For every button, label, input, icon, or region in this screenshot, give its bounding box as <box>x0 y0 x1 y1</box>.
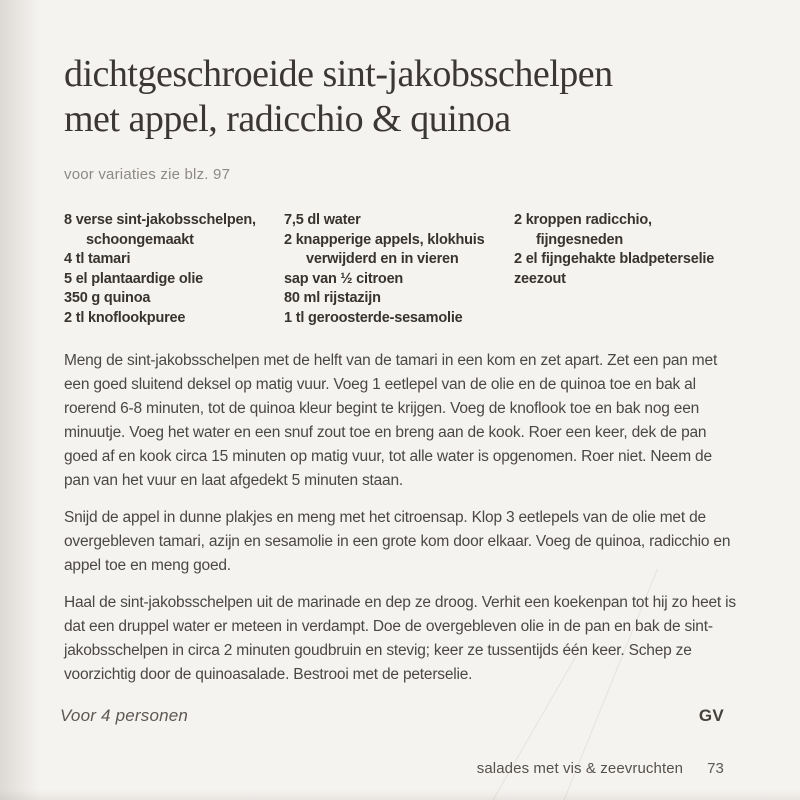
ingredient: 1 tl geroosterde-sesamolie <box>284 309 463 326</box>
ingredient: sap van ½ citroen <box>284 270 404 287</box>
serves-row <box>60 706 724 726</box>
ingredient: 8 verse sint-jakobsschelpen, schoongemaakt <box>64 212 256 248</box>
ingredient: 2 kroppen radicchio, fijngesneden <box>514 212 652 248</box>
dietary-code: GV <box>698 706 724 725</box>
recipe-title <box>64 52 754 142</box>
ingredients-column-3 <box>514 211 740 328</box>
page-footer <box>477 760 724 777</box>
ingredients-column-1 <box>64 211 264 328</box>
method-paragraph-1: Meng de sint-jakobsschelpen met de helft van de tamari in een kom en zet apart. Zet een pan met een goed sluitend deksel op matig vuur. Voeg 1 eetlepel van de olie en de quinoa toe en bak al roerend 6-8 minuten, tot de quinoa kleur begint te krijgen. Voeg de knoflook toe en bak nog een minuutje. Voeg het water en een snuf zout toe en breng aan de kook. Roer een keer, dek de pan goed af en kook circa 15 minuten op matig vuur, tot alle water is opgenomen. Roer niet. Neem de pan van het vuur en laat afgedekt 5 minuten staan. <box>64 352 718 489</box>
chapter-title: salades met vis & zeevruchten <box>476 760 684 777</box>
method-paragraph-2: Snijd de appel in dunne plakjes en meng met het citroensap. Klop 3 eetlepels van de olie met de overgebleven tamari, azijn en sesamolie in een grote kom door elkaar. Voeg de quinoa, radicchio en appel toe en meng goed. <box>64 509 731 574</box>
recipe-title-line1: dichtgeschroeide sint-jakobsschelpen <box>64 53 613 95</box>
serves-note: Voor 4 personen <box>60 706 189 725</box>
ingredient: 5 el plantaardige olie <box>64 270 204 287</box>
ingredients-list <box>64 211 754 328</box>
ingredient: 80 ml rijstazijn <box>284 290 381 306</box>
ingredient: zeezout <box>514 270 566 287</box>
method-paragraph-3: Haal de sint-jakobsschelpen uit de marinade en dep ze droog. Verhit een koekenpan tot hij zo heet is dat een druppel water er meteen in verdampt. Doe de overgebleven olie in de pan en bak de sint-jakobsschelpen in circa 2 minuten goudbruin en stevig; keer ze tussentijds één keer. Schep ze voorzichtig door de quinoasalade. Bestrooi met de peterselie. <box>64 594 736 683</box>
variations-note: voor variaties zie blz. 97 <box>64 166 231 183</box>
ingredient: 2 el fijngehakte bladpeterselie <box>514 251 715 267</box>
page-number: 73 <box>707 760 724 777</box>
ingredient: 7,5 dl water <box>284 212 361 228</box>
ingredient: 2 tl knoflookpuree <box>64 309 186 326</box>
ingredients-column-2 <box>284 211 499 328</box>
ingredient: 4 tl tamari <box>64 251 131 267</box>
page-bottom-shadow <box>0 790 800 800</box>
ingredient: 350 g quinoa <box>64 290 151 306</box>
ingredient: 2 knapperige appels, klokhuis verwijderd en in vieren <box>284 231 485 267</box>
method-instructions <box>64 349 740 700</box>
recipe-title-line2: met appel, radicchio & quinoa <box>64 98 511 140</box>
page-edge-shadow <box>0 0 40 800</box>
